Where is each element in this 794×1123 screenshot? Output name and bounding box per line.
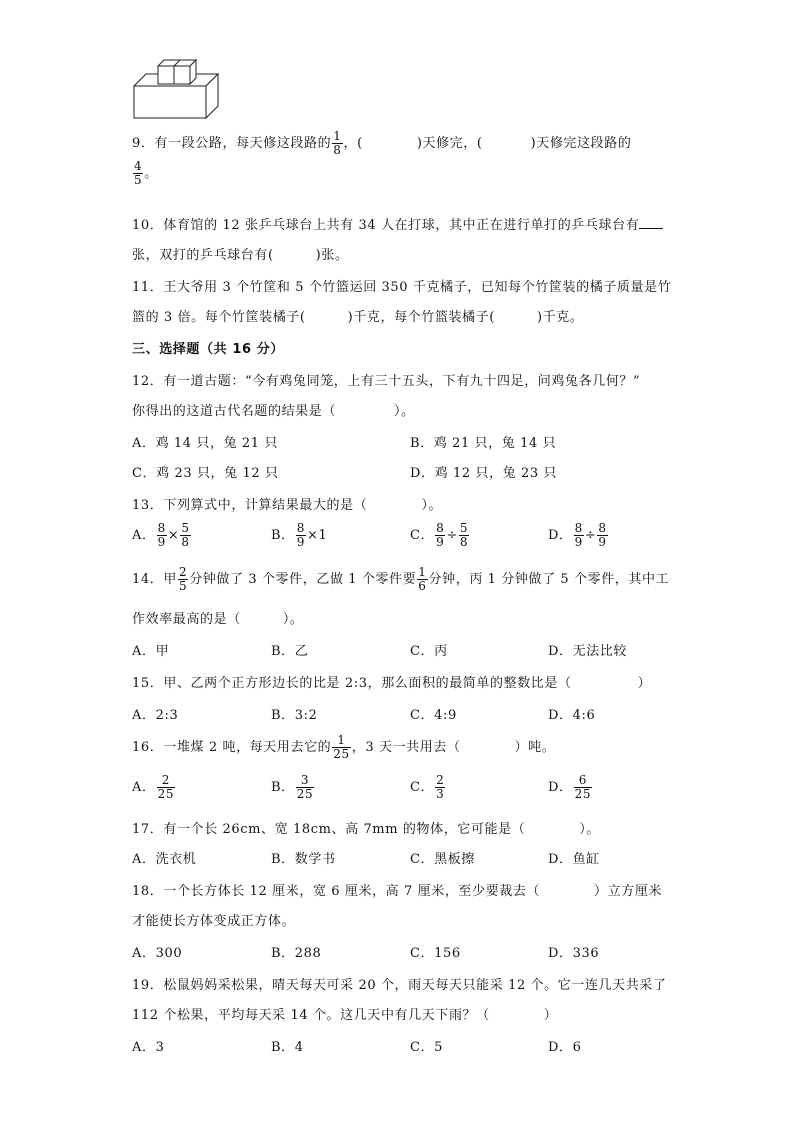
question-9-cont: $\frac{4}{5}$ 。	[134, 159, 158, 187]
q17-option-b[interactable]: B．数学书	[271, 852, 336, 867]
q13-option-d[interactable]: D． $\frac{8}{9}$ ÷ $\frac{8}{9}$	[548, 521, 607, 549]
q19-option-a[interactable]: A．3	[132, 1040, 165, 1055]
q9-fraction-1: $\frac{1}{8}$	[333, 129, 342, 157]
q19-option-d[interactable]: D．6	[548, 1040, 582, 1055]
q13-option-a[interactable]: A． $\frac{8}{9}$ × $\frac{5}{8}$	[132, 521, 190, 549]
q12-option-b[interactable]: B．鸡 21 只，兔 14 只	[410, 436, 557, 451]
q14-option-d[interactable]: D．无法比较	[548, 644, 628, 659]
q17-option-d[interactable]: D．鱼缸	[548, 852, 600, 867]
question-11-line2: 篮的 3 倍。每个竹筐装橘子( )千克，每个竹篮装橘子( )千克。	[132, 310, 584, 325]
cuboid-figure	[128, 58, 224, 122]
q17-option-a[interactable]: A．洗衣机	[132, 852, 197, 867]
question-18-line2: 才能使长方体变成正方体。	[132, 914, 296, 929]
question-11: 11．王大爷用 3 个竹筐和 5 个竹篮运回 350 千克橘子，已知每个竹筐装的橘子质量是竹	[132, 280, 672, 295]
q16-option-b[interactable]: B． $\frac{3}{25}$	[271, 773, 314, 801]
question-10: 10．体育馆的 12 张乒乓球台上共有 34 人在打球，其中正在进行单打的乒乓球台有	[132, 214, 663, 233]
q19-option-b[interactable]: B．4	[271, 1040, 304, 1055]
q16-option-c[interactable]: C． $\frac{2}{3}$	[410, 773, 445, 801]
q18-option-d[interactable]: D．336	[548, 946, 600, 961]
q15-option-b[interactable]: B．3:2	[271, 708, 318, 723]
q14-option-a[interactable]: A．甲	[132, 644, 170, 659]
q13-option-b[interactable]: B． $\frac{8}{9}$ ×1	[271, 521, 328, 549]
q16-option-d[interactable]: D． $\frac{6}{25}$	[548, 773, 592, 801]
q12-option-c[interactable]: C．鸡 23 只，兔 12 只	[132, 466, 279, 481]
question-12-line2: 你得出的这道古代名题的结果是（ ）。	[132, 404, 415, 419]
q15-option-c[interactable]: C．4:9	[410, 708, 457, 723]
q16-option-a[interactable]: A． $\frac{2}{25}$	[132, 773, 175, 801]
q14-option-c[interactable]: C．丙	[410, 644, 448, 659]
question-13: 13．下列算式中，计算结果最大的是（ ）。	[132, 498, 443, 513]
q15-option-a[interactable]: A．2:3	[132, 708, 179, 723]
q17-option-c[interactable]: C．黑板擦	[410, 852, 475, 867]
q13-option-c[interactable]: C． $\frac{8}{9}$ ÷ $\frac{5}{8}$	[410, 521, 469, 549]
q10-blank-1[interactable]	[639, 216, 663, 229]
question-17: 17．有一个长 26cm、宽 18cm、高 7mm 的物体，它可能是（ ）。	[132, 822, 600, 837]
question-19: 19．松鼠妈妈采松果，晴天每天可采 20 个，雨天每天只能采 12 个。它一连几天共采了	[132, 978, 667, 993]
question-14: 14．甲 $\frac{2}{5}$ 分钟做了 3 个零件，乙做 1 个零件要 $\frac{1}{6}$ 分钟，丙 1 分钟做了 5 个零件，其中工	[132, 565, 670, 593]
q14-option-b[interactable]: B．乙	[271, 644, 309, 659]
q9-fraction-2: $\frac{4}{5}$	[134, 159, 143, 187]
question-19-line2: 112 个松果，平均每天采 14 个。这几天中有几天下雨？（ ）	[132, 1008, 558, 1023]
q15-option-d[interactable]: D．4:6	[548, 708, 596, 723]
q12-option-d[interactable]: D．鸡 12 只，兔 23 只	[410, 466, 558, 481]
question-10-line2: 张，双打的乒乓球台有( )张。	[132, 248, 349, 263]
question-12: 12．有一道古题：“今有鸡兔同笼，上有三十五头，下有九十四足，问鸡兔各几何？”	[132, 374, 641, 389]
q9-text-a: 9．有一段公路，每天修这段路的	[132, 136, 332, 151]
q18-option-b[interactable]: B．288	[271, 946, 322, 961]
question-14-line2: 作效率最高的是（ ）。	[132, 612, 304, 627]
q12-option-a[interactable]: A．鸡 14 只，兔 21 只	[132, 436, 279, 451]
section-heading-choice: 三、选择题（共 16 分）	[132, 342, 284, 357]
question-9: 9．有一段公路，每天修这段路的 $\frac{1}{8}$ ，( )天修完，( )天修完这段路的	[132, 129, 632, 157]
q18-option-a[interactable]: A．300	[132, 946, 183, 961]
q19-option-c[interactable]: C．5	[410, 1040, 444, 1055]
q18-option-c[interactable]: C．156	[410, 946, 461, 961]
question-15: 15．甲、乙两个正方形边长的比是 2:3，那么面积的最简单的整数比是（ ）	[132, 676, 652, 691]
question-18: 18．一个长方体长 12 厘米，宽 6 厘米，高 7 厘米，至少要裁去（ ）立方厘米	[132, 884, 663, 899]
question-16: 16．一堆煤 2 吨，每天用去它的 $\frac{1}{25}$ ，3 天一共用去（ ）吨。	[132, 733, 556, 761]
